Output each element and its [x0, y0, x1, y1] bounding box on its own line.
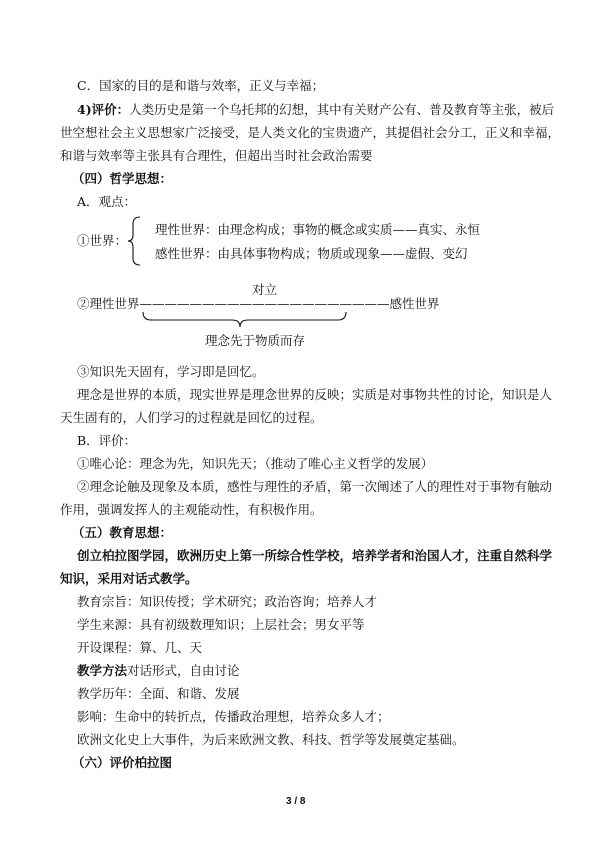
teaching-method: [77, 663, 240, 679]
idea-first: 理念先于物质而存: [205, 333, 306, 348]
idealism: ①唯心论：理念为先，知识先天；（推动了唯心主义哲学的发展）: [77, 456, 434, 471]
eval-line-2: 世空想社会主义思想家广泛接受，是人类文化的宝贵遗产，其提倡社会分工，正义和幸福，: [60, 125, 561, 140]
para1-line-2: 天生固有的，人们学习的过程就是回忆的过程。: [60, 410, 323, 425]
eval-text-1: 人类历史是第一个乌托邦的幻想，其中有关财产公有、普及教育等主张，被后: [129, 102, 555, 117]
world-label: ①世界：: [77, 233, 128, 248]
b-eval: B．评价：: [77, 433, 137, 448]
eval-line-1: [77, 102, 554, 118]
teaching-history: 教学历年：全面、和谐、发展: [77, 686, 240, 701]
rational-world: 理性世界：由理念构成；事物的概念或实质——真实、永恒: [155, 222, 481, 237]
courses: 开设课程：算、几、天: [77, 640, 203, 655]
para1-line-1: 理念是世界的本质，现实世界是理念世界的反映；实质是对事物共性的讨论，知识是人: [77, 387, 553, 402]
left-curly-brace: [128, 217, 140, 265]
teaching-method-label: 教学方法: [77, 663, 128, 678]
eval-line-3: 和谐与效率等主张具有合理性，但超出当时社会政治需要: [60, 148, 373, 163]
teaching-method-text: 对话形式，自由讨论: [127, 663, 240, 678]
student-source: 学生来源：具有初级数理知识；上层社会；男女平等: [77, 617, 365, 632]
sensory-world: 感性世界：由具体事物构成；物质或现象——虚假、变幻: [155, 246, 468, 261]
line-c: C．国家的目的是和谐与效率，正义与幸福；: [77, 78, 325, 93]
oppose-label: 对立: [252, 282, 278, 297]
a-view: A．观点：: [77, 194, 137, 209]
education-purpose: 教育宗旨：知识传授；学术研究；政治咨询；培养人才: [77, 594, 378, 609]
para2-line-2: 作用，强调发挥人的主观能动性，有积极作用。: [60, 502, 323, 517]
bottom-curly-brace: [143, 312, 346, 327]
rational-vs-sensory: ②理性世界————————————————————感性世界: [77, 296, 440, 311]
section-4-heading: （四）哲学思想：: [72, 171, 173, 186]
academy-line-2: 知识，采用对话式教学。: [60, 571, 198, 586]
europe-culture: 欧洲文化史上大事件，为后来欧洲文教、科技、哲学等发展奠定基础。: [77, 732, 465, 747]
page-number: 3 / 8: [286, 796, 306, 807]
innate-knowledge: ③知识先天固有，学习即是回忆。: [77, 364, 265, 379]
para2-line-1: ②理念论触及现象及本质，感性与理性的矛盾，第一次阐述了人的理性对于事物有触动: [77, 479, 553, 494]
section-5-heading: （五）教育思想：: [72, 525, 173, 540]
section-6-heading: （六）评价柏拉图: [72, 755, 173, 770]
eval-prefix: 4)评价：: [77, 102, 130, 117]
academy-line-1: 创立柏拉图学园，欧洲历史上第一所综合性学校，培养学者和治国人才，注重自然科学: [77, 548, 553, 563]
influence: 影响：生命中的转折点，传播政治理想，培养众多人才；: [77, 709, 390, 724]
